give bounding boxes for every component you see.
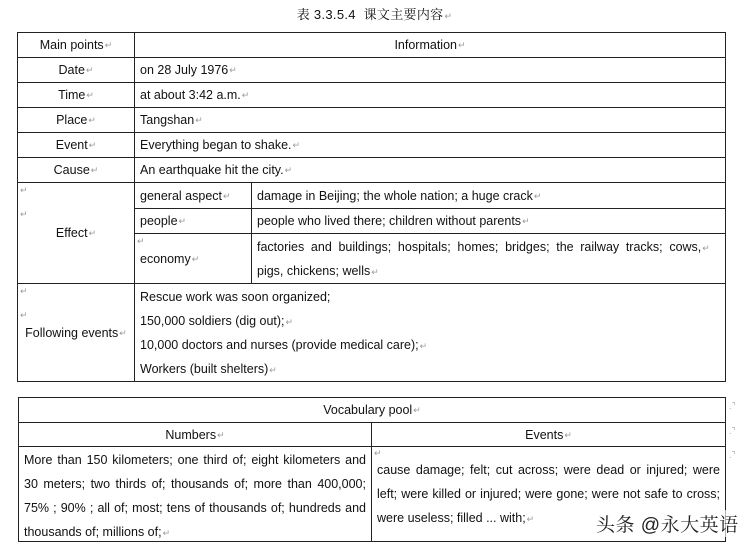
- following-events-list: [134, 283, 726, 382]
- row-end-mark-icon: .⌝: [729, 401, 736, 411]
- row-key-following-events: ↵ ↵ Following events ↵: [17, 283, 135, 382]
- paragraph-mark-icon: ↵: [444, 11, 453, 21]
- effect-detail-people: people who lived there; children without parents ↵: [251, 208, 726, 234]
- row-key-effect: ↵ ↵ Effect ↵: [17, 182, 135, 284]
- paragraph-mark-icon: ↵: [20, 209, 28, 219]
- caption-label: 表 3.3.5.4: [296, 7, 356, 22]
- effect-aspect-general: general aspect ↵: [134, 182, 252, 209]
- row-value-event: Everything began to shake. ↵: [134, 132, 726, 158]
- paragraph-mark-icon: ↵: [137, 236, 145, 246]
- row-key-time: Time ↵: [17, 82, 135, 108]
- row-value-date: on 28 July 1976 ↵: [134, 57, 726, 83]
- table-caption: [0, 4, 749, 23]
- paragraph-mark-icon: ↵: [104, 40, 113, 50]
- events-vocab-cell: ↵ cause damage; felt; cut across; were dead or injured; were left; were killed or injured; were gone; were not safe to cross; were useless; filled ... with;↵: [371, 446, 726, 542]
- row-value-time: at about 3:42 a.m. ↵: [134, 82, 726, 108]
- following-line: 150,000 soldiers (dig out);↵: [140, 313, 294, 328]
- row-end-mark-icon: .⌝: [729, 450, 736, 460]
- row-key-date: Date ↵: [17, 57, 135, 83]
- following-line: Workers (built shelters)↵: [140, 361, 277, 376]
- row-key-event: Event ↵: [17, 132, 135, 158]
- header-events: Events ↵: [371, 422, 726, 447]
- caption-title: 课文主要内容: [363, 7, 444, 22]
- row-key-place: Place ↵: [17, 107, 135, 133]
- paragraph-mark-icon: ↵: [457, 40, 466, 50]
- effect-aspect-economy: ↵ economy ↵: [134, 233, 252, 284]
- row-key-cause: Cause ↵: [17, 157, 135, 183]
- vocab-title: Vocabulary pool ↵: [18, 397, 726, 423]
- paragraph-mark-icon: ↵: [374, 448, 382, 458]
- numbers-vocab-cell: More than 150 kilometers; one third of; eight kilometers and 30 meters; two thirds of; thousands of; more than 400,000; 75% ; 90% ; all of; most; tens of thousands of; hundreds and thousands of; millions of;↵: [18, 446, 372, 542]
- following-line: 10,000 doctors and nurses (provide medical care);↵: [140, 337, 428, 352]
- row-end-mark-icon: .⌝: [729, 426, 736, 436]
- header-main-points: Main points ↵: [17, 32, 135, 58]
- effect-detail-economy: factories and buildings; hospitals; homes; bridges; the railway tracks; cows,↵ pigs, chickens; wells↵: [251, 233, 726, 284]
- header-information: Information ↵: [134, 32, 726, 58]
- header-numbers: Numbers ↵: [18, 422, 372, 447]
- row-value-cause: An earthquake hit the city. ↵: [134, 157, 726, 183]
- paragraph-mark-icon: ↵: [20, 185, 28, 195]
- paragraph-mark-icon: ↵: [20, 310, 28, 320]
- watermark: 头条 @永大英语: [594, 510, 741, 537]
- paragraph-mark-icon: ↵: [20, 286, 28, 296]
- effect-detail-general: damage in Beijing; the whole nation; a huge crack ↵: [251, 182, 726, 209]
- effect-aspect-people: people ↵: [134, 208, 252, 234]
- row-value-place: Tangshan ↵: [134, 107, 726, 133]
- following-line: Rescue work was soon organized;: [140, 289, 331, 304]
